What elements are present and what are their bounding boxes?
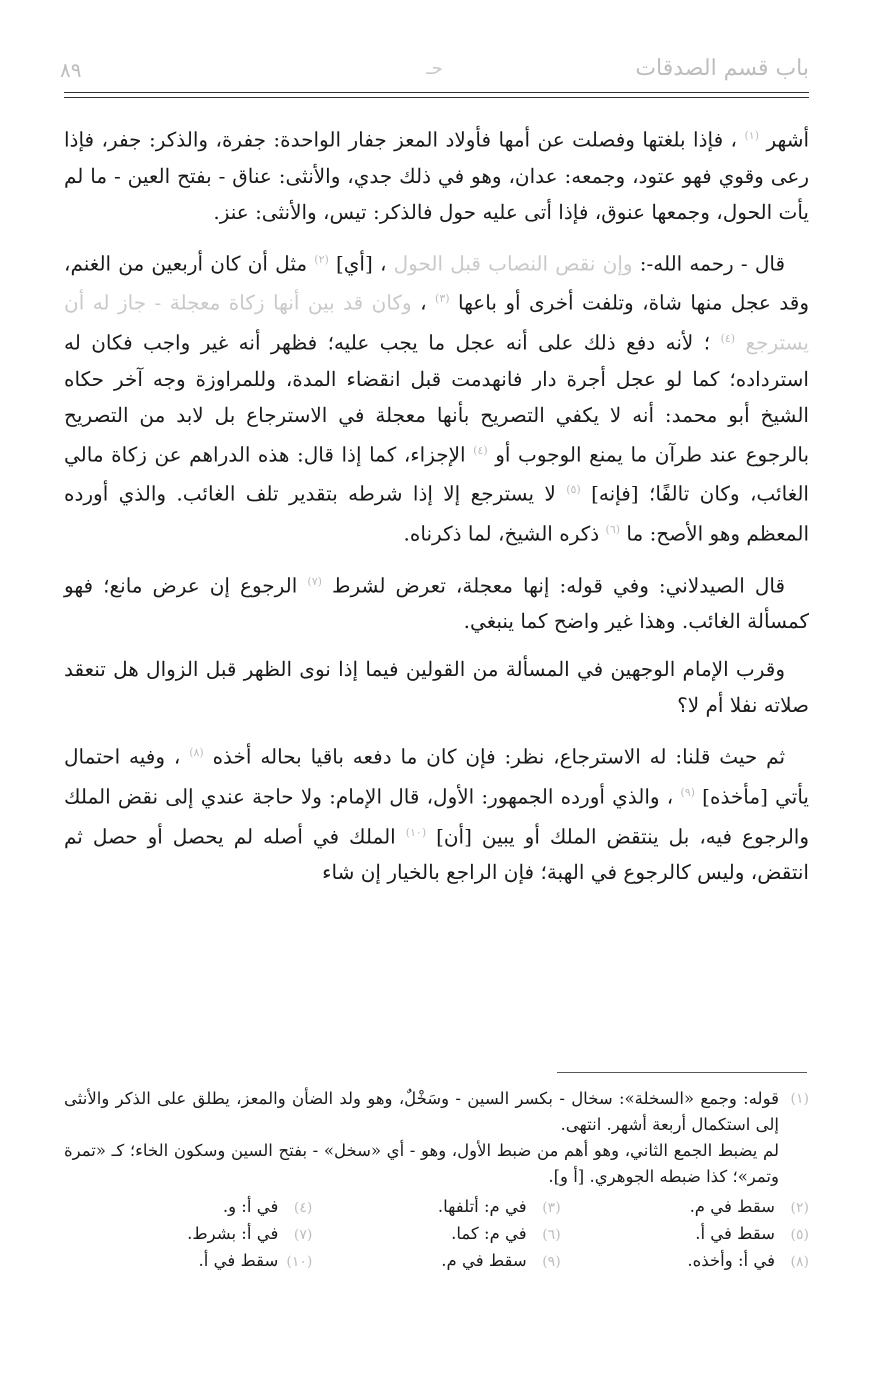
text-run: ؛ لأنه دفع ذلك على أنه عجل ما يجب عليه؛ فظهر أنه غير واجب فكان له استرداده؛ كما لو عجل أجرة دار فانهدمت قبل انقضاء المدة، وللمراوزة وجه آخر حكاه الشيخ أبو محمد: أنه لا يكفي التصريح بأنها معجلة في الاسترجاع بل لابد من التصريح بالرجوع عند طرآن ما يمنع الوجوب أو xyxy=(64,330,810,467)
footnote-item xyxy=(561,1221,809,1248)
footnote-number: (٣) xyxy=(542,1200,561,1216)
page-header xyxy=(60,52,809,92)
footnote-ref: (٢) xyxy=(314,252,329,266)
footnote-number: (٨) xyxy=(790,1254,809,1270)
footnote-number: (٦) xyxy=(542,1227,561,1243)
short-footnotes xyxy=(64,1194,809,1275)
text-run: قال الصيدلاني: وفي قوله: إنها معجلة، تعرض لشرط xyxy=(331,573,786,598)
footnote-separator xyxy=(557,1072,807,1073)
footnote-item xyxy=(64,1221,312,1248)
footnote-text: لم يضبط الجمع الثاني، وهو أهم من ضبط الأول، وهو - أي «سخل» - بفتح السين وسكون الخاء؛ كـ «تمرة وتمر»؛ كذا ضبطه الجوهري. [أ و]. xyxy=(64,1141,779,1186)
text-run: ، وفيه احتمال يأتي [مأخذه] xyxy=(64,744,810,809)
text-run: مثل أن كان أربعين من الغنم، وقد عجل منها شاة، وتلفت أخرى أو باعها xyxy=(64,251,810,315)
text-run: الإجزاء، كما إذا قال: هذه الدراهم عن زكاة مالي الغائب، وكان تالفًا؛ [فإنه] xyxy=(64,442,809,506)
footnote-number: (٥) xyxy=(790,1227,809,1243)
footnote-ref: (١٠) xyxy=(405,825,427,839)
footnote-item xyxy=(561,1194,809,1221)
text-run: الملك في أصله لم يحصل أو حصل ثم انتقض، وليس كالرجوع في الهبة؛ فإن الراجع بالخيار إن شاء xyxy=(64,824,809,885)
footnote-ref: (٦) xyxy=(605,522,621,536)
footnote-text: سقط في م. xyxy=(441,1251,527,1270)
text-run: قال - رحمه الله-: xyxy=(639,251,786,276)
faded-matn-text: جاز له أن يسترجع xyxy=(64,290,810,355)
footnote-text: في م: كما. xyxy=(451,1224,527,1243)
faded-matn-text: وإن نقص النصاب قبل الحول xyxy=(393,251,633,276)
text-run: ، xyxy=(420,290,427,315)
text-run: ذكره الشيخ، لما ذكرناه. xyxy=(403,521,600,546)
footnote-number: (١) xyxy=(790,1091,809,1107)
footnote-number: (١٠) xyxy=(286,1254,313,1270)
footnote-text: في م: أتلفها. xyxy=(437,1197,527,1216)
paragraph-4: وقرب الإمام الوجهين في المسألة من القولين فيما إذا نوى الظهر قبل الزوال هل تنعقد صلاته نفلا أم لا؟ xyxy=(64,657,809,718)
header-mark: حـ xyxy=(426,58,443,79)
footnote-number: (٤) xyxy=(293,1200,313,1216)
footnote-text: في أ: و. xyxy=(222,1197,279,1216)
main-text xyxy=(64,118,809,902)
paragraph-3 xyxy=(64,564,809,640)
footnote-ref: (٧) xyxy=(307,574,322,588)
footnote-text: قوله: وجمع «السخلة»: سخال - بكسر السين - وسَخْلٌ، وهو ولد الضأن والمعز، يطلق على الذكر والأنثى إلى استكمال أربعة أشهر. انتهى. xyxy=(64,1089,779,1134)
footnote-ref: (٥) xyxy=(566,483,581,497)
footnote-item xyxy=(312,1221,560,1248)
footnote-1 xyxy=(64,1086,809,1190)
footnote-item xyxy=(64,1194,312,1221)
footnote-ref: (١) xyxy=(744,129,759,142)
faded-matn-text: وكان قد بين أنها زكاة معجلة - xyxy=(154,290,412,315)
footnote-ref: (٤) xyxy=(473,443,488,457)
page-number: ٨٩ xyxy=(60,58,82,82)
running-title: باب قسم الصدقات xyxy=(635,56,809,81)
footnote-text: سقط في م. xyxy=(689,1197,775,1216)
text-run: لا يسترجع إلا إذا شرطه بتقدير تلف الغائب. والذي أورده المعظم وهو الأصح: ما xyxy=(64,481,809,546)
footnote-ref: (٩) xyxy=(680,785,695,799)
footnote-number: (٧) xyxy=(293,1227,313,1243)
text-run: ، [أي] xyxy=(335,251,387,276)
paragraph-5 xyxy=(64,735,809,890)
text-run: ثم حيث قلنا: له الاسترجاع، نظر: فإن كان ما دفعه باقيا بحاله أخذه xyxy=(212,744,786,769)
footnote-item xyxy=(312,1248,560,1275)
footnotes xyxy=(64,1086,809,1275)
paragraph-1 xyxy=(64,118,809,230)
footnote-number: (٢) xyxy=(790,1200,809,1216)
text-run: ، فإذا بلغتها وفصلت عن أمها فأولاد المعز جفار الواحدة: جفرة، والذكر: جفر، فإذا رعى وقوي فهو عتود، وجمعه: عدان، وهو في ذلك جدي، والأنثى: عناق - بفتح العين - ما لم يأت الحول، وجمعها عنوق، فإذا أتى عليه حول فالذكر: تيس، والأنثى: عنز. xyxy=(64,127,809,224)
footnote-item xyxy=(561,1248,809,1275)
footnote-item xyxy=(312,1194,560,1221)
footnote-ref: (٤) xyxy=(720,331,736,345)
footnote-ref: (٨) xyxy=(189,746,204,760)
paragraph-2 xyxy=(64,242,809,552)
header-rule-top xyxy=(64,92,809,93)
footnote-item xyxy=(64,1248,312,1275)
footnote-ref: (٣) xyxy=(435,292,450,306)
footnote-number: (٩) xyxy=(542,1254,561,1270)
footnote-text: سقط في أ. xyxy=(198,1251,279,1270)
text-run: ، والذي أورده الجمهور: الأول، قال الإمام: ولا حاجة عندي إلى نقض الملك والرجوع فيه، بل ينتقض الملك أو يبين [أن] xyxy=(64,784,810,849)
footnote-text: سقط في أ. xyxy=(695,1224,775,1243)
footnote-text: في أ: وأخذه. xyxy=(687,1251,775,1270)
text-run: أشهر xyxy=(766,127,810,152)
header-rule-bottom xyxy=(64,97,809,98)
text-run: الرجوع إن عرض مانع؛ فهو كمسألة الغائب. وهذا غير واضح كما ينبغي. xyxy=(64,573,809,634)
footnote-text: في أ: بشرط. xyxy=(187,1224,279,1243)
